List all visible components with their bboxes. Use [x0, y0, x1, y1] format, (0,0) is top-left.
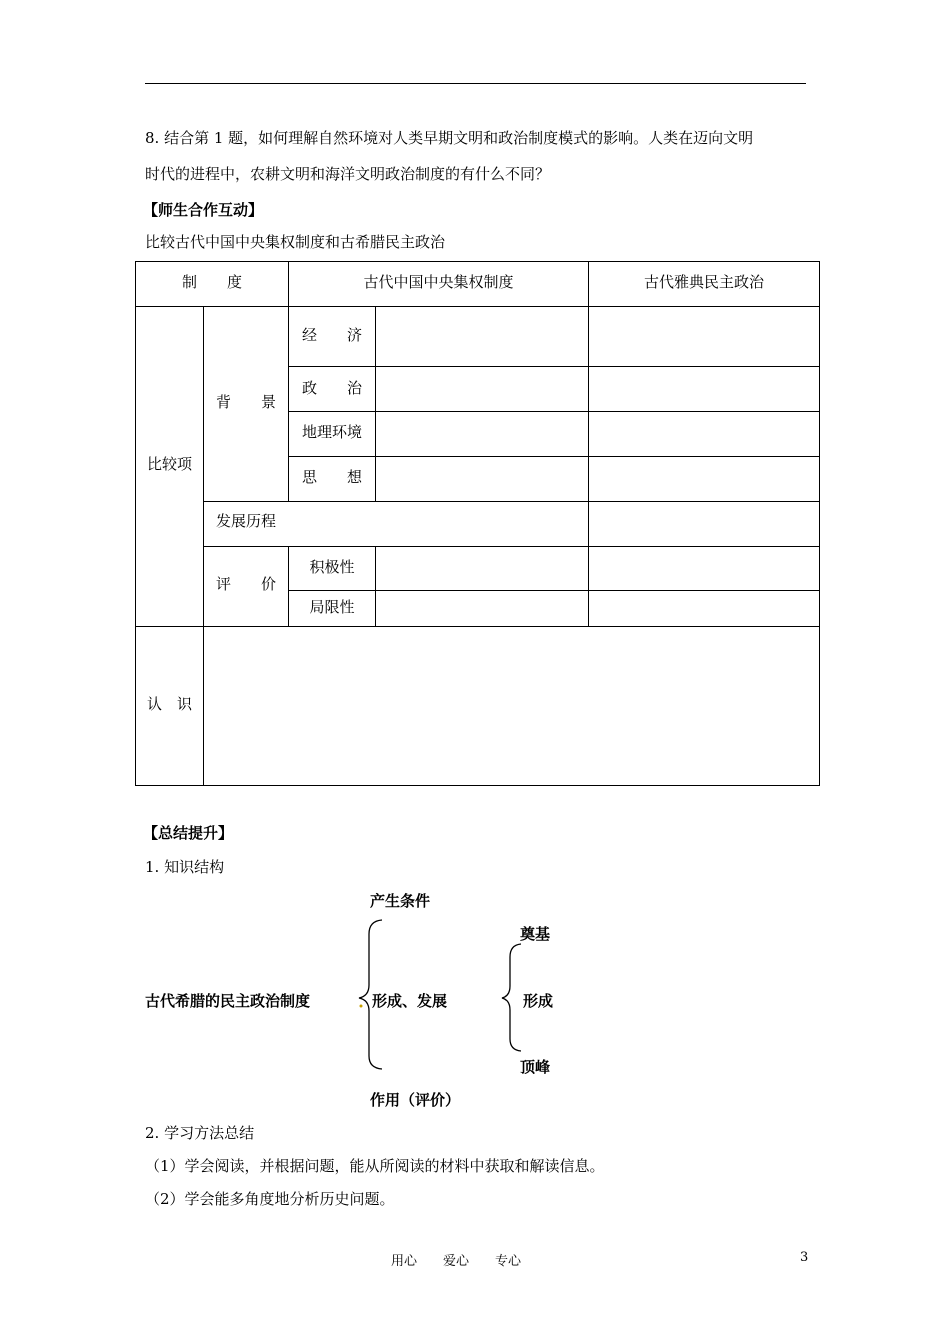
section-summary-heading: 【总结提升】	[143, 824, 234, 842]
diagram-sub-middle: 形成	[523, 992, 554, 1010]
diagram-sub-top: 奠基	[520, 925, 551, 943]
understanding-label: 认 识	[146, 695, 192, 713]
table-caption: 比较古代中国中央集权制度和古希腊民主政治	[145, 233, 446, 251]
bg-politics: 政 治	[301, 379, 362, 397]
diagram-middle: 形成、发展	[372, 992, 448, 1010]
diagram-bottom: 作用（评价）	[370, 1091, 461, 1109]
background-label: 背 景	[215, 393, 276, 411]
header-system: 制 度	[181, 273, 242, 291]
eval-limitation: 局限性	[309, 598, 355, 616]
bg-economy: 经 济	[301, 326, 362, 344]
page-number: 3	[800, 1250, 809, 1265]
method-2: （2）学会能多角度地分析历史问题。	[145, 1190, 395, 1208]
right-brace	[502, 944, 521, 1051]
brace-marker	[360, 1005, 363, 1008]
method-title: 2. 学习方法总结	[145, 1124, 255, 1142]
diagram-sub-bottom: 顶峰	[520, 1058, 551, 1076]
bg-geography: 地理环境	[301, 423, 362, 441]
diagram-top: 产生条件	[370, 892, 431, 910]
development-label: 发展历程	[215, 512, 276, 530]
section-interact-heading: 【师生合作互动】	[143, 201, 264, 219]
compare-label: 比较项	[146, 455, 192, 473]
knowledge-title: 1. 知识结构	[145, 858, 225, 876]
footer-motto: 用心 爱心 专心	[391, 1254, 522, 1269]
eval-positive: 积极性	[309, 558, 355, 576]
bg-thought: 思 想	[301, 468, 362, 486]
header-china: 古代中国中央集权制度	[363, 273, 514, 291]
question-line-1: 8. 结合第 1 题，如何理解自然环境对人类早期文明和政治制度模式的影响。人类在迈向文明	[145, 129, 754, 147]
method-1: （1）学会阅读，并根据问题，能从所阅读的材料中获取和解读信息。	[145, 1157, 605, 1175]
diagram-root: 古代希腊的民主政治制度	[145, 992, 311, 1010]
question-line-2: 时代的进程中，农耕文明和海洋文明政治制度的有什么不同？	[145, 165, 551, 183]
header-athens: 古代雅典民主政治	[643, 273, 764, 291]
evaluation-label: 评 价	[215, 575, 276, 593]
